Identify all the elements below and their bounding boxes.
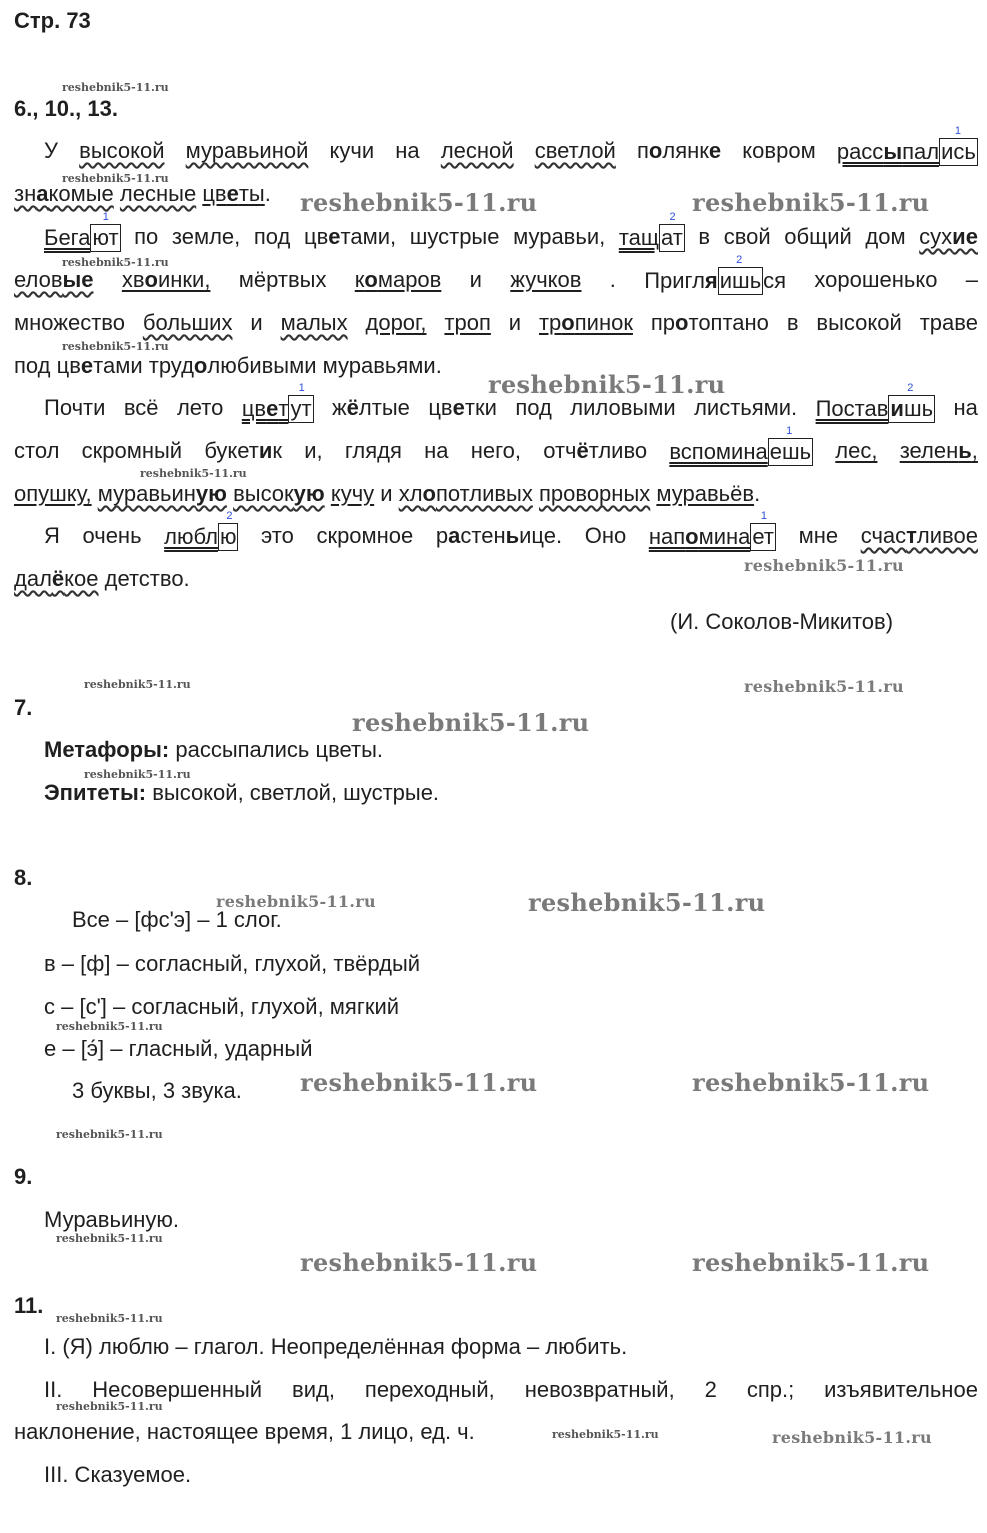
watermark-large: reshebnik5-11.ru bbox=[692, 188, 930, 217]
morph-line-4: III. Сказуемое. bbox=[44, 1462, 192, 1487]
watermark-large: reshebnik5-11.ru bbox=[300, 188, 538, 217]
watermark-small: reshebnik5-11.ru bbox=[56, 1400, 163, 1413]
phonetic-line: с – [с'] – согласный, глухой, мягкий bbox=[44, 994, 400, 1019]
watermark-small: reshebnik5-11.ru bbox=[56, 1312, 163, 1325]
text-line: под цветами трудолюбивыми муравьями. bbox=[14, 353, 442, 378]
epithets-text: высокой, светлой, шустрые. bbox=[146, 780, 440, 805]
watermark-large: reshebnik5-11.ru bbox=[528, 888, 766, 917]
phonetic-line: в – [ф] – согласный, глухой, твёрдый bbox=[44, 951, 421, 976]
watermark-large: reshebnik5-11.ru bbox=[772, 1428, 932, 1447]
watermark-small: reshebnik5-11.ru bbox=[56, 1128, 163, 1141]
text-line: знакомые лесные цветы. bbox=[14, 181, 271, 206]
section-header-7: 7. bbox=[14, 695, 33, 720]
watermark-large: reshebnik5-11.ru bbox=[352, 708, 590, 737]
text-line: Я очень любл2 ю это скромное растеньице. Оно напомина1 ет мне счастливое bbox=[44, 523, 978, 551]
watermark-small: reshebnik5-11.ru bbox=[56, 1232, 163, 1245]
metaphors-label: Метафоры: bbox=[44, 737, 170, 762]
morph-line-2: II. Несовершенный вид, переходный, невозвратный, 2 спр.; изъявительное bbox=[44, 1377, 978, 1402]
page-title: Стр. 73 bbox=[14, 8, 91, 33]
watermark-small: reshebnik5-11.ru bbox=[84, 768, 191, 781]
text-line: стол скромный букетик и, глядя на него, отчётливо вспомина1 ешь лес, зелень, bbox=[14, 438, 978, 466]
watermark-large: reshebnik5-11.ru bbox=[744, 677, 904, 696]
phonetic-line: е – [э́] – гласный, ударный bbox=[44, 1036, 313, 1061]
watermark-small: reshebnik5-11.ru bbox=[84, 678, 191, 691]
section-header-6: 6., 10., 13. bbox=[14, 96, 118, 121]
text-line: далёкое детство. bbox=[14, 566, 190, 591]
text-line: опушку, муравьиную высокую кучу и хлопотливых проворных муравьёв. bbox=[14, 481, 761, 506]
watermark-small: reshebnik5-11.ru bbox=[56, 1020, 163, 1033]
section-header-11: 11. bbox=[14, 1293, 44, 1318]
watermark-large: reshebnik5-11.ru bbox=[300, 1248, 538, 1277]
epithets-label: Эпитеты: bbox=[44, 780, 147, 805]
text-line: Почти всё лето цвет1 ут жёлтые цветки под лиловыми листьями. Постав2 ишь на bbox=[44, 395, 978, 423]
phonetic-line: Все – [фс'э] – 1 слог. bbox=[72, 907, 282, 932]
text-line: еловые хвоинки, мёртвых комаров и жучков . Пригля2 ишься хорошенько – bbox=[14, 267, 978, 295]
phonetic-summary: 3 буквы, 3 звука. bbox=[72, 1078, 242, 1103]
watermark-large: reshebnik5-11.ru bbox=[300, 1068, 538, 1097]
text-line: У высокой муравьиной кучи на лесной светлой полянке ковром рассыпал1 ись bbox=[44, 138, 978, 166]
morph-line-3: наклонение, настоящее время, 1 лицо, ед. ч. bbox=[14, 1419, 475, 1444]
watermark-small: reshebnik5-11.ru bbox=[62, 81, 169, 94]
answer-9: Муравьиную. bbox=[44, 1207, 179, 1232]
watermark-small: reshebnik5-11.ru bbox=[552, 1428, 659, 1441]
watermark-large: reshebnik5-11.ru bbox=[692, 1248, 930, 1277]
watermark-large: reshebnik5-11.ru bbox=[692, 1068, 930, 1097]
metaphors-text: рассыпались цветы. bbox=[169, 737, 384, 762]
section-header-8: 8. bbox=[14, 865, 33, 890]
morph-line-1: I. (Я) люблю – глагол. Неопределённая форма – любить. bbox=[44, 1334, 628, 1359]
text-line: множество больших и малых дорог, троп и тропинок протоптано в высокой траве bbox=[14, 310, 978, 335]
watermark-large: reshebnik5-11.ru bbox=[744, 556, 904, 575]
metaphors-line bbox=[44, 737, 383, 763]
watermark-small: reshebnik5-11.ru bbox=[140, 467, 247, 480]
text-line: Бега1 ют по земле, под цветами, шустрые муравьи, тащ2 ат в свой общий дом сухие bbox=[44, 224, 978, 252]
watermark-small: reshebnik5-11.ru bbox=[62, 256, 169, 269]
watermark-large: reshebnik5-11.ru bbox=[216, 892, 376, 911]
watermark-large: reshebnik5-11.ru bbox=[488, 370, 726, 399]
watermark-small: reshebnik5-11.ru bbox=[62, 340, 169, 353]
watermark-small: reshebnik5-11.ru bbox=[62, 172, 169, 185]
section-header-9: 9. bbox=[14, 1164, 33, 1189]
text-author: (И. Соколов-Микитов) bbox=[670, 609, 894, 634]
epithets-line bbox=[44, 780, 439, 806]
